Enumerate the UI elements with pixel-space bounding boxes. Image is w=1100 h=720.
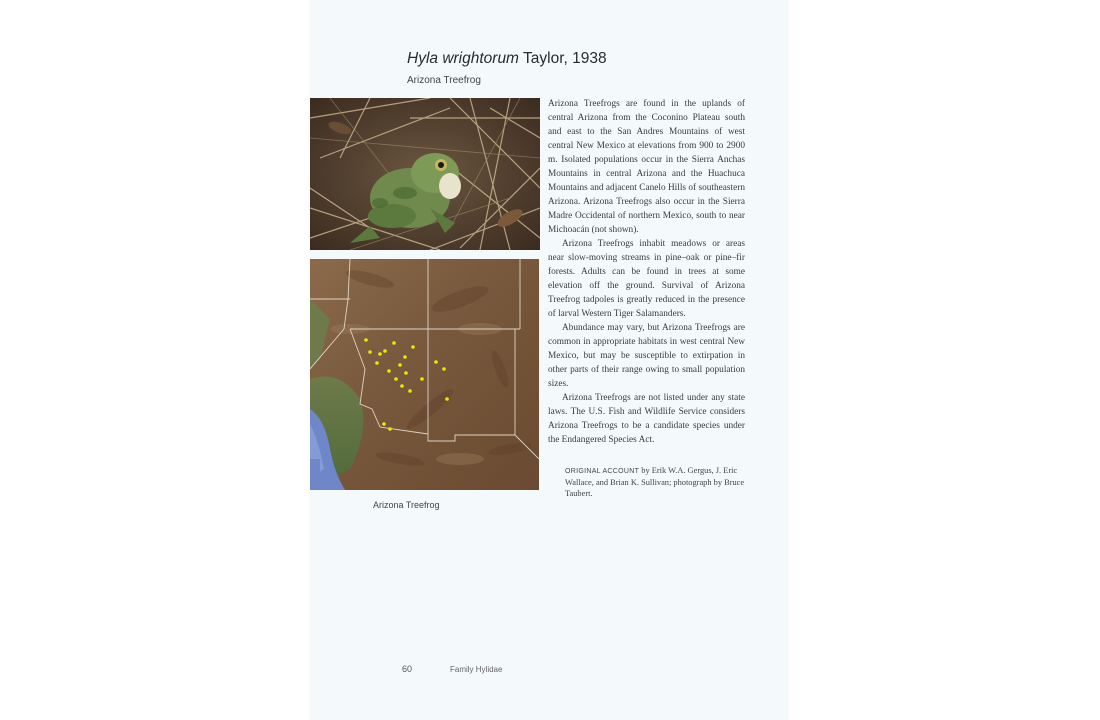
running-footer: Family Hylidae <box>450 665 503 674</box>
map-caption: Arizona Treefrog <box>373 500 440 510</box>
range-map <box>310 259 539 490</box>
species-title <box>407 50 607 68</box>
treefrog-photo <box>310 98 540 250</box>
species-authority: Taylor, 1938 <box>518 50 607 67</box>
attribution <box>565 465 745 499</box>
scientific-name: Hyla wrightorum <box>407 50 519 67</box>
book-page <box>310 0 788 720</box>
paragraph-status: Arizona Treefrogs are not listed under any state laws. The U.S. Fish and Wildlife Service considers Arizona Treefrogs to be a candidate species under the Endangered Species Act. <box>548 393 745 445</box>
common-name: Arizona Treefrog <box>407 75 481 86</box>
page-number: 60 <box>402 664 413 674</box>
paragraph-distribution: Arizona Treefrogs are found in the uplands of central Arizona from the Coconino Plateau south and east to the San Andres Mountains of west central New Mexico at elevations from 900 to 2900 m. Isolated populations occur in the Sierra Anchas Mountains in central Arizona and the Huachuca Mountains and adjacent Canelo Hills of southeastern Arizona. Arizona Treefrogs also occur in the Sierra Madre Occidental of northern Mexico, south to near Michoacán (not shown). <box>548 99 745 235</box>
paragraph-abundance: Abundance may vary, but Arizona Treefrogs are common in appropriate habitats in west central New Mexico, but may be susceptible to extirpation in other parts of their range owing to small population sizes. <box>548 323 745 389</box>
paragraph-habitat: Arizona Treefrogs inhabit meadows or areas near slow-moving streams in pine–oak or pine–fir forests. Adults can be found in trees at some elevation off the ground. Survival of Arizona Treefrog tadpoles is greatly reduced in the presence of larval Western Tiger Salamanders. <box>548 239 745 319</box>
species-account-text <box>548 97 745 447</box>
attribution-text: by Erik W.A. Gergus, J. Eric Wallace, and Brian K. Sullivan; photograph by Bruce Taubert. <box>565 466 745 498</box>
attribution-label: ORIGINAL ACCOUNT <box>565 468 640 475</box>
